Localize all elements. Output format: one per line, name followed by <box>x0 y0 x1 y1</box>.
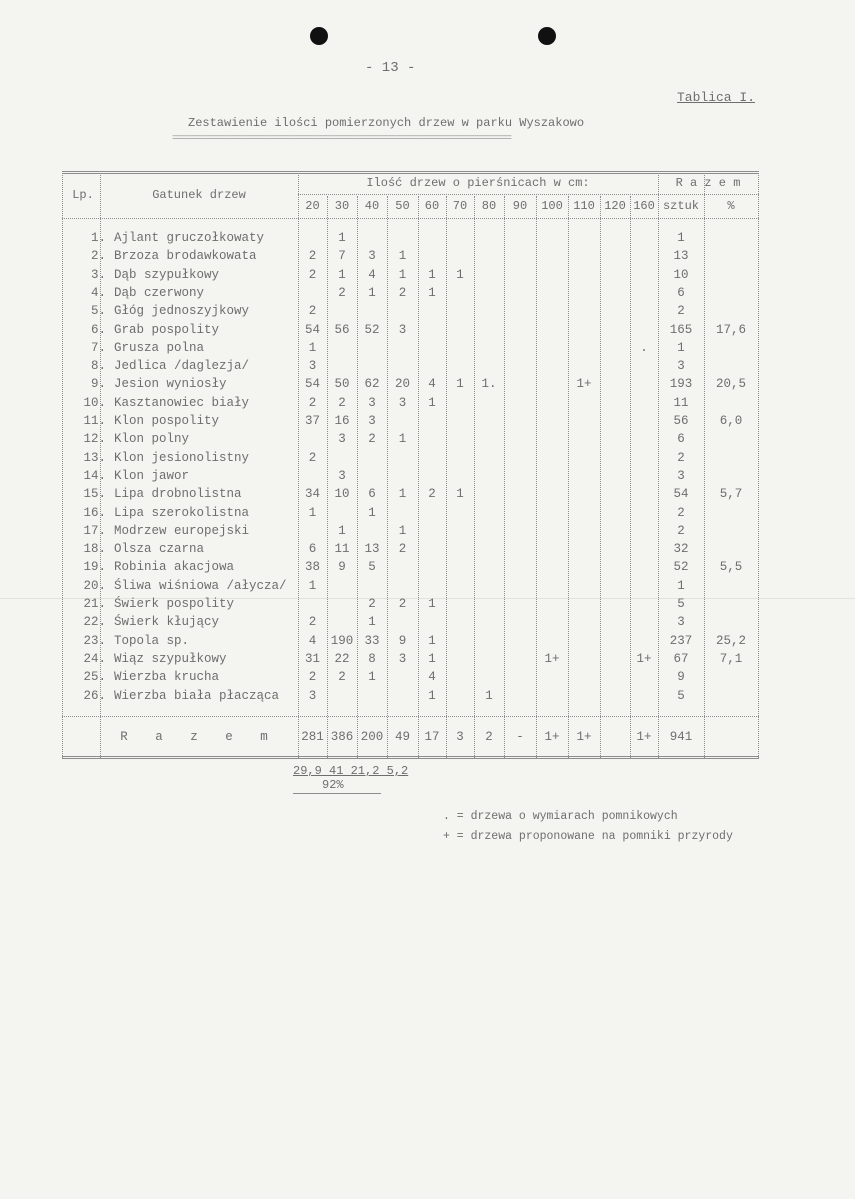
table-separator <box>600 196 601 758</box>
row-total-count: 165 <box>669 322 693 337</box>
row-lp: 19. <box>83 560 106 575</box>
header-girth-class: 20 <box>305 199 320 213</box>
row-total-count: 32 <box>673 542 689 557</box>
table-separator <box>758 171 759 758</box>
legend-proposed-plus: + = drzewa proponowane na pomniki przyrody <box>443 830 733 843</box>
row-girth-value: 1 <box>485 688 493 703</box>
subtotal-sum: 92% <box>322 778 344 792</box>
row-girth-value: 1 <box>398 523 407 538</box>
row-girth-value: 38 <box>304 560 320 575</box>
row-girth-value: 4 <box>428 377 436 392</box>
row-species-name: Brzoza brodawkowata <box>114 249 257 264</box>
total-girth-value: 281 <box>301 730 324 744</box>
total-girth-value: 49 <box>394 730 410 744</box>
row-lp: 15. <box>83 487 106 502</box>
row-species-name: Robinia akacjowa <box>114 560 235 575</box>
row-species-name: Jedlica /daglezja/ <box>114 359 250 374</box>
header-girth-class: 70 <box>452 199 468 213</box>
row-girth-value: 9 <box>338 560 346 575</box>
row-species-name: Lipa szerokolistna <box>114 505 250 520</box>
row-girth-value: 3 <box>368 414 376 428</box>
row-total-count: 5 <box>677 597 685 611</box>
row-girth-value: 3 <box>368 395 376 410</box>
row-total-count: 6 <box>677 432 685 447</box>
total-label: R a z e m <box>120 730 278 744</box>
total-girth-value: 17 <box>424 730 440 744</box>
row-lp: 4. <box>90 285 106 300</box>
row-species-name: Klon jawor <box>114 468 190 483</box>
row-girth-value: 37 <box>304 414 320 428</box>
row-girth-value: 1+ <box>576 377 592 392</box>
row-lp: 16. <box>83 505 106 520</box>
row-total-count: 1 <box>677 578 685 593</box>
row-species-name: Topola sp. <box>114 633 190 648</box>
row-girth-value: 1 <box>428 395 436 410</box>
row-girth-value: 1 <box>428 267 436 282</box>
row-total-percent: 17,6 <box>715 322 746 337</box>
row-total-count: 6 <box>677 285 685 300</box>
row-total-count: 2 <box>677 523 685 538</box>
row-total-count: 54 <box>673 487 689 502</box>
row-girth-value: 6 <box>368 487 376 502</box>
row-girth-value: 3 <box>398 651 407 666</box>
row-girth-value: 2 <box>308 395 317 410</box>
row-girth-value: 13 <box>364 542 380 557</box>
row-lp: 10. <box>83 395 106 410</box>
row-total-count: 2 <box>677 304 685 319</box>
row-species-name: Wiąz szypułkowy <box>114 651 227 666</box>
row-girth-value: 6 <box>308 542 317 557</box>
total-girth-value: 1+ <box>576 730 592 744</box>
row-girth-value: 8 <box>368 651 376 666</box>
row-girth-value: 2 <box>308 267 317 282</box>
row-girth-value: 3 <box>338 432 346 447</box>
row-girth-value: 2 <box>338 395 346 410</box>
header-bottom-rule <box>62 218 759 219</box>
header-sztuk: sztuk <box>662 199 699 213</box>
row-girth-value: 2 <box>308 450 317 465</box>
row-girth-value: 1+ <box>636 651 652 666</box>
row-girth-value: 52 <box>364 322 380 337</box>
header-girth-class: 60 <box>424 199 440 213</box>
table-reference: Tablica I. <box>677 90 756 105</box>
row-girth-value: 2 <box>398 542 407 557</box>
row-lp: 21. <box>83 597 106 611</box>
header-girth-class: 30 <box>334 199 350 213</box>
header-girth-class: 40 <box>364 199 380 213</box>
table-separator <box>704 171 705 758</box>
row-girth-value: 2 <box>338 285 346 300</box>
row-girth-value: 50 <box>334 377 350 392</box>
row-girth-value: 10 <box>334 487 350 502</box>
row-lp: 7. <box>90 340 106 355</box>
row-girth-value: 34 <box>304 487 320 502</box>
row-girth-value: 1 <box>308 578 317 593</box>
row-girth-value: 2 <box>338 670 346 685</box>
row-girth-value: 2 <box>428 487 436 502</box>
row-total-count: 13 <box>673 249 689 264</box>
total-count: 941 <box>669 730 693 744</box>
row-girth-value: 31 <box>304 651 320 666</box>
row-girth-value: 1 <box>428 688 436 703</box>
row-species-name: Modrzew europejski <box>114 523 250 538</box>
row-girth-value: 1 <box>456 487 464 502</box>
row-girth-value: 1 <box>428 651 436 666</box>
row-girth-value: 1 <box>428 597 436 611</box>
row-lp: 9. <box>90 377 106 392</box>
row-species-name: Wierzba biała płacząca <box>114 688 280 703</box>
header-pct: % <box>727 199 735 213</box>
row-species-name: Kasztanowiec biały <box>114 395 250 410</box>
row-species-name: Wierzba krucha <box>114 670 220 685</box>
table-separator <box>536 196 537 758</box>
row-lp: 2. <box>90 249 106 264</box>
row-girth-value: 16 <box>334 414 350 428</box>
row-lp: 1. <box>90 231 106 245</box>
row-species-name: Grusza polna <box>114 340 205 355</box>
row-total-percent: 5,7 <box>719 487 743 502</box>
row-girth-value: 22 <box>334 651 350 666</box>
row-girth-value: 190 <box>330 633 354 648</box>
row-lp: 22. <box>83 615 106 630</box>
row-girth-value: 1 <box>368 670 376 685</box>
row-girth-value: 2 <box>308 670 317 685</box>
title-underline: ============================================================================= <box>172 133 511 143</box>
row-lp: 24. <box>83 651 106 666</box>
row-girth-value: 2 <box>398 285 407 300</box>
row-girth-value: 20 <box>394 377 410 392</box>
row-total-count: 193 <box>669 377 693 392</box>
row-girth-value: 1 <box>338 267 346 282</box>
table-separator <box>474 196 475 758</box>
subtotal-percentages: 29,9 41 21,2 5,2 <box>293 764 409 778</box>
row-girth-value: 2 <box>368 432 376 447</box>
row-girth-value: 1 <box>428 633 436 648</box>
row-lp: 5. <box>90 304 106 319</box>
row-girth-value: 1 <box>398 249 407 264</box>
row-species-name: Ajlant gruczołkowaty <box>114 231 265 245</box>
row-lp: 23. <box>83 633 106 648</box>
row-species-name: Lipa drobnolistna <box>114 487 242 502</box>
row-girth-value: 1 <box>428 285 436 300</box>
row-girth-value: 11 <box>334 542 350 557</box>
row-lp: 18. <box>83 542 106 557</box>
row-girth-value: 3 <box>368 249 376 264</box>
row-girth-value: 3 <box>398 395 407 410</box>
row-girth-value: 2 <box>308 249 317 264</box>
row-girth-value: 2 <box>368 597 376 611</box>
row-species-name: Dąb czerwony <box>114 285 205 300</box>
header-girth-group: Ilość drzew o pierśnicach w cm: <box>366 176 590 190</box>
row-girth-value: 4 <box>308 633 317 648</box>
binder-hole-left <box>310 27 328 45</box>
header-girth-class: 120 <box>604 199 626 213</box>
table-separator <box>504 196 505 758</box>
row-girth-value: 5 <box>368 560 376 575</box>
row-total-count: 3 <box>677 615 685 630</box>
page-number: - 13 - <box>365 60 416 76</box>
row-girth-value: 1. <box>481 377 497 392</box>
row-species-name: Śliwa wiśniowa /ałycza/ <box>114 578 287 593</box>
row-girth-value: 3 <box>338 468 346 483</box>
row-total-percent: 6,0 <box>719 414 743 428</box>
row-girth-value: 1 <box>308 505 317 520</box>
row-girth-value: 1 <box>398 487 407 502</box>
row-total-count: 2 <box>677 505 685 520</box>
body-bottom-rule <box>62 716 759 717</box>
row-species-name: Grab pospolity <box>114 322 220 337</box>
row-species-name: Dąb szypułkowy <box>114 267 220 282</box>
row-girth-value: 2 <box>398 597 407 611</box>
row-total-count: 10 <box>673 267 689 282</box>
row-girth-value: 1 <box>398 267 407 282</box>
row-total-count: 237 <box>669 633 693 648</box>
row-girth-value: 2 <box>308 615 317 630</box>
row-girth-value: 4 <box>428 670 436 685</box>
row-girth-value: 33 <box>364 633 380 648</box>
row-lp: 11. <box>83 414 106 428</box>
row-lp: 20. <box>83 578 106 593</box>
row-girth-value: 9 <box>398 633 407 648</box>
header-mid-rule <box>298 194 759 195</box>
row-total-percent: 5,5 <box>719 560 743 575</box>
row-lp: 12. <box>83 432 106 447</box>
row-species-name: Świerk kłujący <box>114 615 220 630</box>
total-girth-value: 1+ <box>544 730 560 744</box>
header-girth-class: 160 <box>633 199 655 213</box>
row-total-count: 2 <box>677 450 685 465</box>
row-girth-value: 4 <box>368 267 376 282</box>
row-girth-value: 1+ <box>544 651 560 666</box>
header-girth-class: 100 <box>541 199 563 213</box>
row-lp: 13. <box>83 450 106 465</box>
row-total-count: 9 <box>677 670 685 685</box>
row-girth-value: 1 <box>308 340 317 355</box>
row-girth-value: 54 <box>304 322 320 337</box>
row-species-name: Klon polny <box>114 432 190 447</box>
row-lp: 8. <box>90 359 106 374</box>
row-lp: 17. <box>83 523 106 538</box>
row-girth-value: 1 <box>338 523 346 538</box>
row-total-count: 67 <box>673 651 689 666</box>
header-girth-class: 80 <box>481 199 497 213</box>
row-total-count: 56 <box>673 414 689 428</box>
row-lp: 14. <box>83 468 106 483</box>
row-girth-value: 1 <box>368 285 376 300</box>
row-girth-value: 1 <box>338 231 346 245</box>
table-separator <box>568 196 569 758</box>
row-girth-value: 7 <box>338 249 346 264</box>
row-girth-value: 1 <box>368 615 376 630</box>
row-total-percent: 7,1 <box>719 651 743 666</box>
total-girth-value: 1+ <box>636 730 652 744</box>
row-lp: 26. <box>83 688 106 703</box>
row-total-count: 1 <box>677 340 685 355</box>
row-total-count: 3 <box>677 468 685 483</box>
row-total-percent: 20,5 <box>715 377 746 392</box>
row-species-name: Klon pospolity <box>114 414 220 428</box>
row-species-name: Klon jesionolistny <box>114 450 250 465</box>
row-girth-value: 3 <box>308 688 317 703</box>
row-girth-value: 3 <box>308 359 317 374</box>
subtotal-underline <box>293 793 381 794</box>
row-girth-value: 1 <box>398 432 407 447</box>
header-girth-class: 110 <box>573 199 595 213</box>
header-girth-class: 90 <box>512 199 528 213</box>
row-girth-value: 1 <box>456 267 464 282</box>
row-total-count: 5 <box>677 688 685 703</box>
header-total-group: R a z e m <box>675 176 741 190</box>
row-girth-value: 54 <box>304 377 320 392</box>
row-total-percent: 25,2 <box>715 633 746 648</box>
row-species-name: Głóg jednoszyjkowy <box>114 304 250 319</box>
row-species-name: Olsza czarna <box>114 542 205 557</box>
row-girth-value: 1 <box>456 377 464 392</box>
row-lp: 25. <box>83 670 106 685</box>
total-girth-value: 3 <box>456 730 464 744</box>
header-species: Gatunek drzew <box>152 188 246 202</box>
total-girth-value: - <box>516 730 524 744</box>
row-total-count: 1 <box>677 231 685 245</box>
binder-hole-right <box>538 27 556 45</box>
row-girth-value: 56 <box>334 322 350 337</box>
row-total-count: 3 <box>677 359 685 374</box>
row-species-name: Świerk pospolity <box>114 597 235 611</box>
page-title: Zestawienie ilości pomierzonych drzew w parku Wyszakowo <box>188 116 585 130</box>
legend-monument-dot: . = drzewa o wymiarach pomnikowych <box>443 810 678 823</box>
row-lp: 3. <box>90 267 106 282</box>
total-bottom-rule <box>62 756 759 759</box>
total-girth-value: 386 <box>330 730 354 744</box>
row-lp: 6. <box>90 322 106 337</box>
row-girth-value: . <box>640 340 648 355</box>
table-separator <box>630 196 631 758</box>
row-girth-value: 3 <box>398 322 407 337</box>
total-girth-value: 2 <box>485 730 493 744</box>
row-girth-value: 2 <box>308 304 317 319</box>
row-species-name: Jesion wyniosły <box>114 377 227 392</box>
header-top-rule <box>62 171 759 174</box>
row-girth-value: 1 <box>368 505 376 520</box>
header-lp: Lp. <box>72 188 94 202</box>
row-girth-value: 62 <box>364 377 380 392</box>
row-total-count: 11 <box>673 395 689 410</box>
row-total-count: 52 <box>673 560 689 575</box>
total-girth-value: 200 <box>360 730 384 744</box>
header-girth-class: 50 <box>395 199 410 213</box>
